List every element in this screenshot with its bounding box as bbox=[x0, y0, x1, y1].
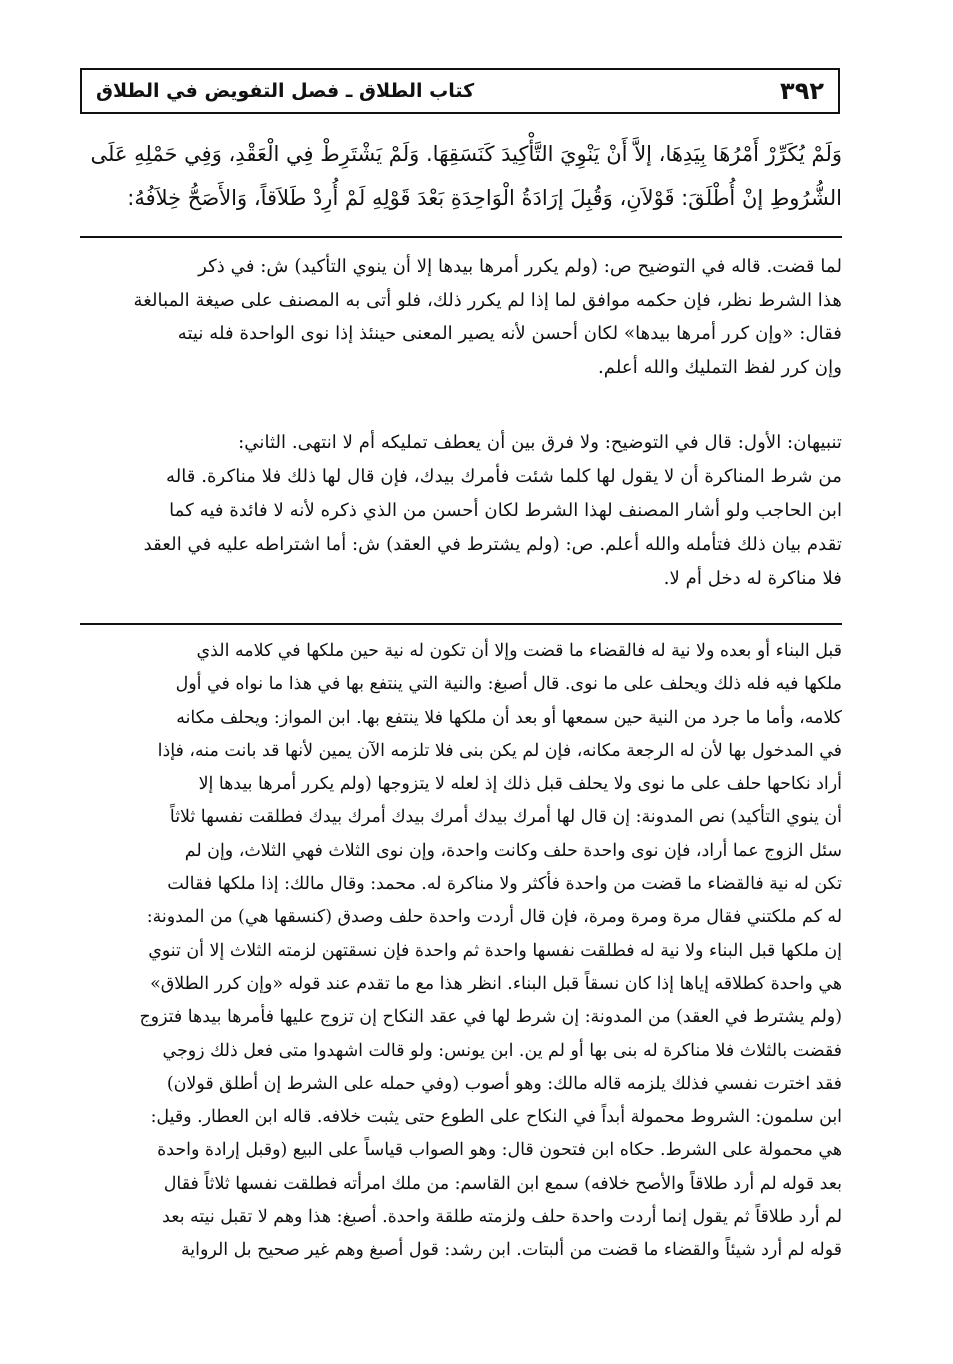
commentary-line: ملكها فيه فله ذلك ويحلف على ما نوى. قال أصبغ: والنية التي ينتفع بها في هذا ما نواه في أول bbox=[175, 674, 842, 695]
commentary-line: ابن الحاجب ولو أشار المصنف لهذا الشرط لكان أحسن من الذي ذكره لأنه لا فائدة فيه كما bbox=[169, 500, 842, 521]
chapter-title: كتاب الطلاق ـ فصل التفويض في الطلاق bbox=[96, 80, 475, 102]
commentary-line: له كم ملكتني فقال مرة ومرة ومرة، فإن قال أردت واحدة حلف وصدق (كنسقها هي) من المدونة: bbox=[146, 907, 842, 928]
commentary-line: أن ينوي التأكيد) نص المدونة: إن قال لها أمرك بيدك أمرك بيدك أمرك بيدك فطلقت نفسها ثلاثاً bbox=[169, 807, 842, 828]
commentary-line: لم أرد طلاقاً ثم يقول إنما أردت واحدة حلف ولزمته طلقة واحدة. أصبغ: هذا وهم لا تقبل نيته بعد bbox=[162, 1207, 842, 1228]
commentary-line: فقد اخترت نفسي فذلك يلزمه قاله مالك: وهو أصوب (وفي حمله على الشرط إن أطلق قولان) bbox=[166, 1073, 842, 1094]
commentary-line: هي محمولة على الشرط. حكاه ابن فتحون قال: وهو الصواب قياساً على البيع (وقبل إرادة واحدة bbox=[157, 1140, 842, 1161]
commentary-block-2 bbox=[80, 426, 842, 596]
commentary-line: بعد قوله لم أرد طلاقاً والأصح خلافه) سمع ابن القاسم: من ملك امرأته فطلقت نفسها ثلاثاً فقال bbox=[163, 1173, 842, 1194]
commentary-line: (ولم يشترط في العقد) من المدونة: إن شرط لها في عقد النكاح إن تزوج عليها فأمرها بيدها فتزوج bbox=[139, 1007, 842, 1028]
matn-text bbox=[80, 132, 842, 220]
commentary-line: فلا مناكرة له دخل أم لا. bbox=[663, 568, 842, 589]
commentary-line: وإن كرر لفظ التمليك والله أعلم. bbox=[598, 356, 842, 378]
commentary-line: سئل الزوج عما أراد، فإن نوى واحدة حلف وكانت واحدة، وإن نوى الثلاث فهي الثلاث، وإن لم bbox=[184, 840, 842, 861]
commentary-line: تنبيهان: الأول: قال في التوضيح: ولا فرق بين أن يعطف تمليكه أم لا انتهى. الثاني: bbox=[238, 432, 842, 453]
commentary-line: إن ملكها قبل البناء ولا نية له فطلقت نفسها واحدة ثم واحدة فإن نسقتهن لزمته الثلاث إلا أن تنوي bbox=[148, 940, 842, 961]
commentary-line: قوله لم أرد شيئاً والقضاء ما قضت من ألبتات. ابن رشد: قول أصبغ وهم غير صحيح بل الرواية bbox=[180, 1240, 842, 1261]
commentary-line: في المدخول بها لأن له الرجعة مكانه، فإن لم يكن بنى فلا تلزمه الآن يمين لأنها قد بانت منه، فإذا bbox=[157, 740, 842, 761]
commentary-line: أراد نكاحها حلف على ما نوى ولا يحلف قبل ذلك إذ لعله لا يتزوجها (ولم يكرر أمرها بيدها إلا bbox=[198, 774, 842, 795]
commentary-line: هي واحدة كطلاقه إياها إذا كان نسقاً قبل البناء. انظر هذا مع ما تقدم عند قوله «وإن كرر الطلاق» bbox=[150, 973, 842, 994]
commentary-block-3 bbox=[80, 635, 842, 1268]
footnote-divider bbox=[80, 623, 842, 625]
commentary-line: تقدم بيان ذلك فتأمله والله أعلم. ص: (ولم يشترط في العقد) ش: أما اشتراطه عليه في العقد bbox=[143, 534, 842, 555]
commentary-line: قبل البناء أو بعده ولا نية له فالقضاء ما قضت وإلا أن تكون له نية حين ملكها في كلامه الذي bbox=[196, 641, 842, 661]
commentary-line: فقال: «وإن كرر أمرها بيدها» لكان أحسن لأنه يصير المعنى حينئذ إذا نوى الواحدة فله نيته bbox=[177, 323, 842, 344]
commentary-line: هذا الشرط نظر، فإن حكمه موافق لما إذا لم يكرر ذلك، فلو أتى به المصنف على صيغة المبالغة bbox=[133, 289, 842, 311]
commentary-line: فقضت بالثلاث فلا مناكرة له بنى بها أو لم ين. ابن يونس: ولو قالت اشهدوا متى فعل ذلك زوجي bbox=[162, 1040, 842, 1061]
commentary-line: ابن سلمون: الشروط محمولة أبداً في النكاح على الطوع حتى يثبت خلافه. قاله ابن العطار. وقيل: bbox=[150, 1107, 842, 1128]
commentary-line: كلامه، وأما ما جرد من النية حين سمعها أو بعد أن ملكها فلا ينتفع بها. ابن المواز: ويحلف مكانه bbox=[176, 707, 842, 728]
commentary-line: تكن له نية فالقضاء ما قضت من واحدة فأكثر ولا مناكرة له. محمد: وقال مالك: إذا ملكها فقالت bbox=[167, 874, 842, 895]
section-divider bbox=[80, 236, 842, 238]
commentary-block-1 bbox=[80, 250, 842, 384]
matn-line: الشُّرُوطِ إنْ أُطْلَقَ: قَوْلاَنِ، وَقُبِلَ إرَادَةُ الْوَاحِدَةِ بَعْدَ قَوْلِهِ لَمْ أُرِدْ طَلاَقاً، وَالأَصَحُّ خِلاَفُهُ: bbox=[127, 186, 842, 210]
running-header bbox=[80, 68, 840, 114]
page-number: ٣٩٢ bbox=[780, 77, 824, 105]
commentary-line: لما قضت. قاله في التوضيح ص: (ولم يكرر أمرها بيدها إلا أن ينوي التأكيد) ش: في ذكر bbox=[198, 256, 842, 277]
commentary-line: من شرط المناكرة أن لا يقول لها كلما شئت فأمرك بيدك، فإن قال لها ذلك فلا مناكرة. قاله bbox=[165, 466, 842, 487]
matn-line: وَلَمْ يُكَرِّرْ أَمْرُهَا بِيَدِهَا، إلاَّ أَنْ يَنْوِيَ التَّأْكِيدَ كَنَسَقِهَا. وَلَمْ يَشْتَرِطْ فِي الْعَقْدِ، وَفِي حَمْلِهِ عَلَى bbox=[90, 142, 842, 166]
